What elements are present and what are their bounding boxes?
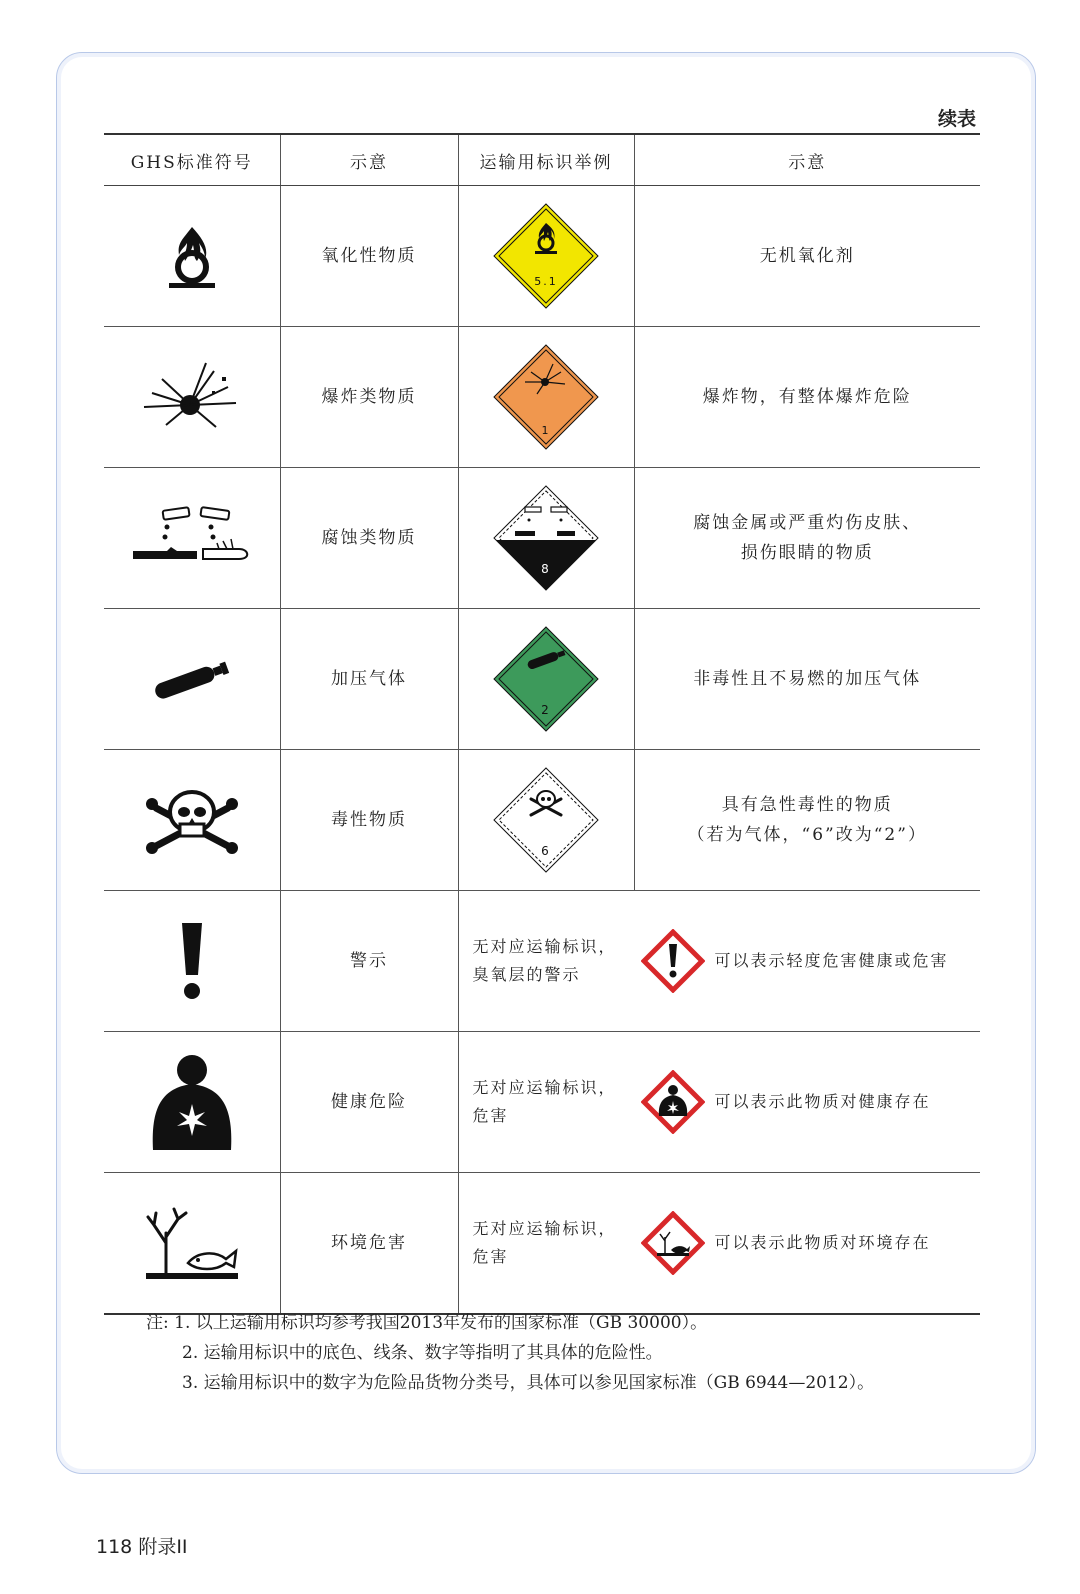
exclamation-pictogram-icon	[641, 929, 705, 993]
cell-description: 可以表示轻度危害健康或危害	[714, 951, 949, 970]
transport-class-number: 6	[541, 844, 551, 858]
ghs-table	[104, 133, 980, 1315]
table-row	[104, 1173, 980, 1315]
cell-description	[634, 468, 980, 609]
cell-meaning: 加压气体	[280, 609, 458, 750]
environment-pictogram-icon	[641, 1211, 705, 1275]
header-meaning: 示意	[280, 134, 458, 186]
explosive-diamond-icon	[491, 342, 601, 452]
description-line: 具有急性毒性的物质	[721, 795, 893, 815]
header-ghs-symbol: GHS标准符号	[104, 134, 280, 186]
page-footer	[96, 1532, 188, 1559]
note-line: 3. 运输用标识中的数字为危险品货物分类号，具体可以参见国家标准（GB 6944—2012）。	[182, 1373, 875, 1393]
header-transport-example: 运输用标识举例	[458, 134, 634, 186]
corrosion-icon	[127, 503, 257, 573]
cell-meaning: 腐蚀类物质	[280, 468, 458, 609]
no-transport-label: 无对应运输标识， 危害	[472, 1078, 617, 1125]
oxidizer-diamond-icon	[491, 201, 601, 311]
notes	[146, 1308, 874, 1398]
continued-label: 续表	[937, 108, 976, 130]
description-line: （若为气体，“6”改为“2”）	[687, 825, 927, 845]
gas-cylinder-icon	[147, 654, 237, 704]
transport-class-number: 5.1	[534, 275, 558, 288]
transport-class-number: 1	[541, 424, 551, 437]
corrosive-diamond-icon	[491, 483, 601, 593]
table-row	[104, 609, 980, 750]
cell-meaning: 健康危险	[280, 1032, 458, 1173]
section-label: 附录II	[138, 1536, 188, 1558]
transport-class-number: 2	[541, 703, 551, 717]
cell-description: 可以表示此物质对环境存在	[714, 1233, 931, 1252]
cell-meaning: 警示	[280, 891, 458, 1032]
transport-class-number: 8	[541, 562, 551, 576]
exclamation-mark-icon	[172, 919, 212, 1003]
table-row	[104, 327, 980, 468]
exploding-bomb-icon	[132, 357, 252, 437]
cell-description: 可以表示此物质对健康存在	[714, 1092, 931, 1111]
table-row	[104, 750, 980, 891]
skull-crossbones-icon	[142, 782, 242, 858]
toxic-diamond-icon	[491, 765, 601, 875]
description-line: 损伤眼睛的物质	[740, 543, 874, 563]
no-transport-label: 无对应运输标识， 危害	[472, 1219, 617, 1266]
cell-description: 非毒性且不易燃的加压气体	[634, 609, 980, 750]
environment-icon	[142, 1203, 242, 1283]
health-hazard-icon	[149, 1052, 235, 1152]
table-header-row	[104, 134, 980, 186]
table-row	[104, 468, 980, 609]
note-line: 注: 1. 以上运输用标识均参考我国2013年发布的国家标准（GB 30000）。	[146, 1313, 708, 1333]
cell-description	[634, 750, 980, 891]
cell-description: 无机氧化剂	[634, 186, 980, 327]
cell-description: 爆炸物，有整体爆炸危险	[634, 327, 980, 468]
no-transport-label: 无对应运输标识， 臭氧层的警示	[472, 937, 617, 984]
header-description: 示意	[634, 134, 980, 186]
note-line: 2. 运输用标识中的底色、线条、数字等指明了其具体的危险性。	[182, 1343, 663, 1363]
cell-meaning: 环境危害	[280, 1173, 458, 1315]
flame-over-circle-icon	[157, 221, 227, 291]
health-hazard-pictogram-icon	[641, 1070, 705, 1134]
cell-meaning: 氧化性物质	[280, 186, 458, 327]
description-line: 腐蚀金属或严重灼伤皮肤、	[693, 513, 922, 533]
table-row	[104, 891, 980, 1032]
cell-meaning: 爆炸类物质	[280, 327, 458, 468]
table-row	[104, 186, 980, 327]
cell-meaning: 毒性物质	[280, 750, 458, 891]
gas-diamond-icon	[491, 624, 601, 734]
page-number: 118	[96, 1536, 133, 1558]
table-row	[104, 1032, 980, 1173]
